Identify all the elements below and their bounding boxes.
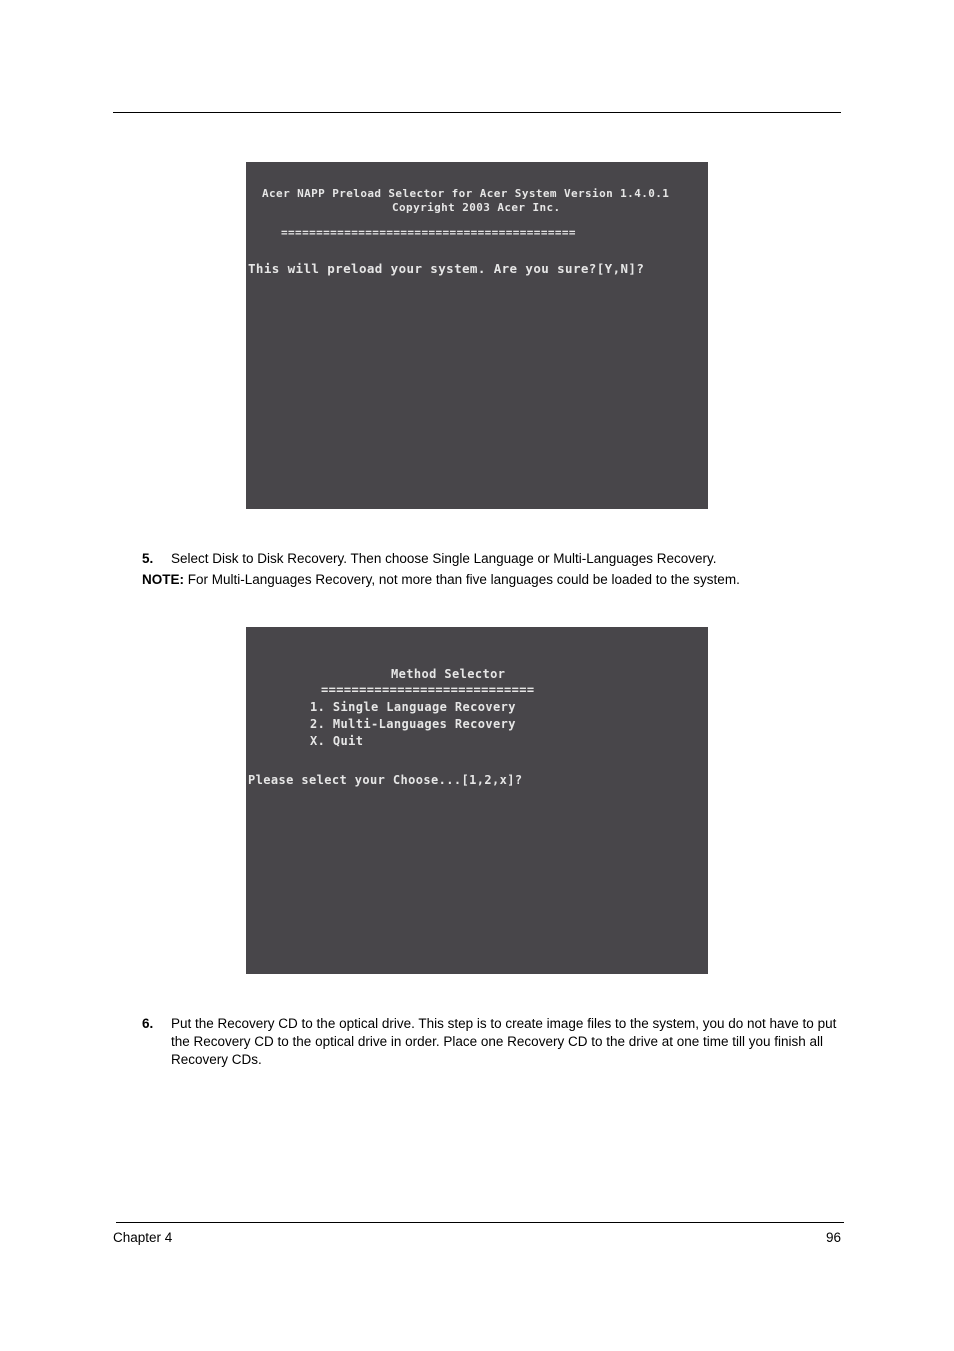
screen-copyright-line: Copyright 2003 Acer Inc. xyxy=(392,201,561,214)
screen-method-title: Method Selector xyxy=(391,667,506,681)
step-number: 5. xyxy=(142,551,154,566)
note-text: For Multi-Languages Recovery, not more than five languages could be loaded to the system. xyxy=(184,572,740,587)
screen-preload-prompt: This will preload your system. Are you sure?[Y,N]? xyxy=(248,261,645,276)
note-label: NOTE: xyxy=(142,572,184,587)
screen-separator: ========================================== xyxy=(281,226,576,239)
screen-title-line: Acer NAPP Preload Selector for Acer System Version 1.4.0.1 xyxy=(262,187,670,200)
preload-selector-screenshot xyxy=(246,162,708,509)
screen-option-quit: X. Quit xyxy=(310,734,364,748)
header-rule xyxy=(113,112,841,113)
screen-choice-prompt: Please select your Choose...[1,2,x]? xyxy=(248,773,523,787)
step-number: 6. xyxy=(142,1016,154,1031)
step-text: Put the Recovery CD to the optical drive. This step is to create image files to the system, you do not have to put the Recovery CD to the optical drive in order. Place one Recovery CD to the drive at one time till you finish all Recovery CDs. xyxy=(171,1016,837,1067)
footer-page-number: 96 xyxy=(825,1230,841,1245)
method-selector-screenshot xyxy=(246,627,708,974)
screen-option-multi-languages: 2. Multi-Languages Recovery xyxy=(310,717,516,731)
screen-option-single-language: 1. Single Language Recovery xyxy=(310,700,516,714)
footer-rule xyxy=(116,1222,844,1223)
screen-separator: ============================ xyxy=(321,683,535,697)
step-text: Select Disk to Disk Recovery. Then choose Single Language or Multi-Languages Recovery. xyxy=(171,551,717,566)
footer-chapter: Chapter 4 xyxy=(113,1230,173,1245)
note-paragraph xyxy=(142,571,842,589)
